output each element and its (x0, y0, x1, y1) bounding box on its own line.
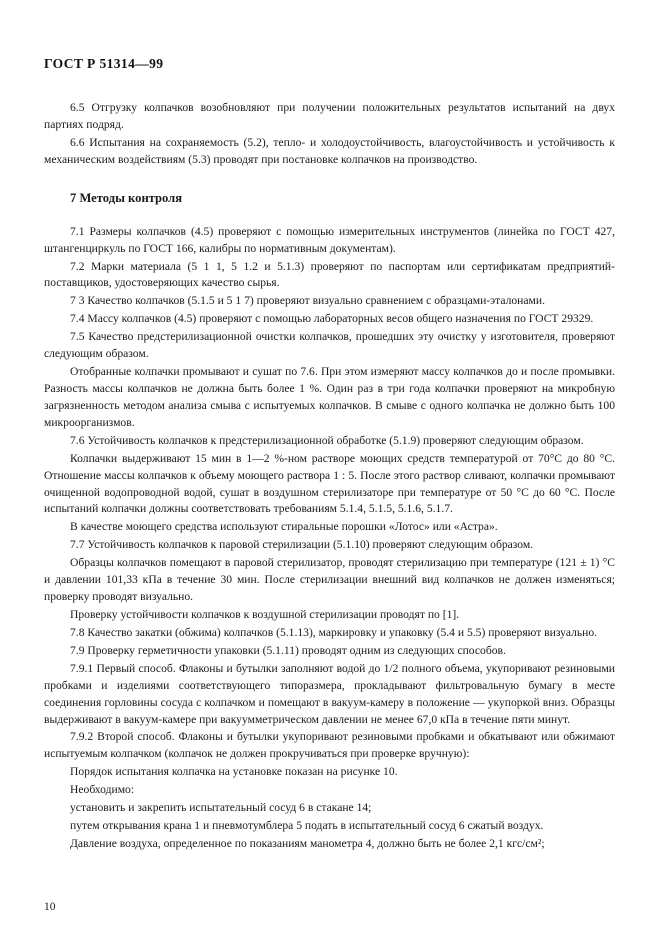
paragraph-7-2: 7.2 Марки материала (5 1 1, 5 1.2 и 5.1.3) проверяют по паспортам или сертификатам предприятий-поставщиков, удостоверяющих качество сырья. (44, 259, 615, 290)
paragraph-7-9-1: 7.9.1 Первый способ. Флаконы и бутылки заполняют водой до 1/2 полного объема, укупоривают резиновыми пробками и изделиями соответствующего типоразмера, прокладывают фильтровальную бумагу в месте соединения горловины сосуда с колпачком и помещают в вакуум-камеру в положение — укупоркой вниз. Образцы выдерживают в вакуум-камере при вакуумметрическом давлении не менее 67,0 кПа в течение пяти минут. (44, 661, 615, 726)
paragraph-7-7: 7.7 Устойчивость колпачков к паровой стерилизации (5.1.10) проверяют следующим образом. (70, 538, 534, 552)
section-heading-7: 7 Методы контроля (70, 190, 183, 205)
paragraph-step-1: установить и закрепить испытательный сосуд 6 в стакане 14; (70, 801, 372, 815)
paragraph-7-8: 7.8 Качество закатки (обжима) колпачков (5.1.13), маркировку и упаковку (5.4 и 5.5) проверяют визуально. (70, 625, 598, 639)
paragraph-step-3: Давление воздуха, определенное по показаниям манометра 4, должно быть не более 2,1 кгс/см²; (70, 836, 545, 850)
paragraph-6-5: 6.5 Отгрузку колпачков возобновляют при получении положительных результатов испытаний на двух партиях подряд. (44, 101, 615, 131)
paragraph-7-7-detail: Образцы колпачков помещают в паровой стерилизатор, проводят стерилизацию при температуре (121 ± 1) °С и давлении 101,33 кПа в течение 30 мин. После стерилизации внешний вид колпачков не должен изменяться; проверку проводят визуально. (44, 556, 615, 604)
paragraph-7-1: 7.1 Размеры колпачков (4.5) проверяют с помощью измерительных инструментов (линейка по ГОСТ 427, штангенциркуль по ГОСТ 166, калибры по нормативным документам). (44, 224, 615, 255)
paragraph-step-2: путем открывания крана 1 и пневмотумблера 5 подать в испытательный сосуд 6 сжатый воздух. (70, 819, 544, 833)
paragraph-7-3: 7 3 Качество колпачков (5.1.5 и 5 1 7) проверяют визуально сравнением с образцами-эталонами. (70, 294, 545, 308)
paragraph-7-9-2: 7.9.2 Второй способ. Флаконы и бутылки укупоривают резиновыми пробками и обкатывают или обжимают испытуемым колпачком (колпачок не должен прокручиваться при проверке вручную): (44, 730, 615, 761)
page-number: 10 (44, 901, 56, 913)
paragraph-test-order: Порядок испытания колпачка на установке показан на рисунке 10. (70, 765, 398, 779)
paragraph-7-5: 7.5 Качество предстерилизационной очистки колпачков, прошедших эту очистку у изготовителя, проверяют следующим образом. (44, 330, 615, 361)
paragraph-required-intro: Необходимо: (70, 783, 135, 797)
paragraph-7-5-detail: Отобранные колпачки промывают и сушат по 7.6. При этом измеряют массу колпачков до и после промывки. Разность массы колпачков не должна быть более 1 %. Один раз в три года колпачки проверяют на микробную загрязненность методом анализа смыва с испытуемых колпачков. В смыве с одного колпачка не должно быть 100 микроорганизмов. (44, 365, 615, 429)
paragraph-6-6: 6.6 Испытания на сохраняемость (5.2), тепло- и холодоустойчивость, влагоустойчивость и устойчивость к механическим воздействиям (5.3) проводят при постановке колпачков на производство. (44, 135, 615, 166)
paragraph-air-sterilization: Проверку устойчивости колпачков к воздушной стерилизации проводят по [1]. (70, 607, 460, 621)
standard-header: ГОСТ Р 51314—99 (44, 56, 164, 71)
paragraph-7-6: 7.6 Устойчивость колпачков к предстерилизационной обработке (5.1.9) проверяют следующим образом. (70, 433, 584, 447)
paragraph-detergents: В качестве моющего средства используют стиральные порошки «Лотос» или «Астра». (70, 520, 498, 534)
paragraph-7-6-detail: Колпачки выдерживают 15 мин в 1—2 %-ном растворе моющих средств температурой от 70°С до 80 °С. Отношение массы колпачков к объему моющего раствора 1 : 5. После этого раствор сливают, колпачки промывают очищенной водопроводной водой, сушат в воздушном стерилизаторе при температуре от 50 °С до 60 °С. После испытаний колпачки должны соответствовать требованиям 5.1.4, 5.1.5, 5.1.6, 5.1.7. (44, 451, 615, 516)
paragraph-7-4: 7.4 Массу колпачков (4.5) проверяют с помощью лабораторных весов общего назначения по ГОСТ 29329. (70, 312, 594, 326)
paragraph-7-9: 7.9 Проверку герметичности упаковки (5.1.11) проводят одним из следующих способов. (70, 643, 506, 657)
